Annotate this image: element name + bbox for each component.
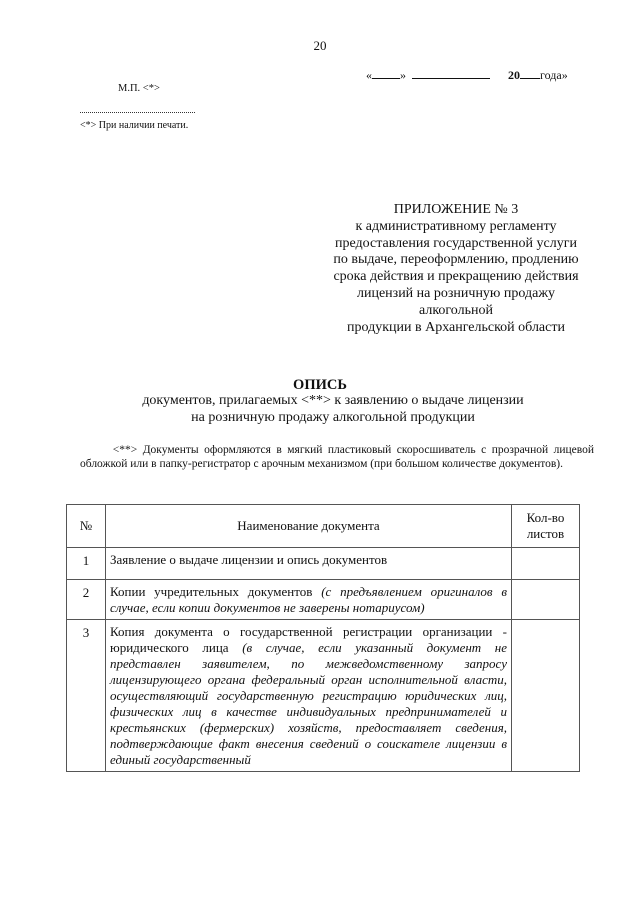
row-text: Заявление о выдаче лицензии и опись документов — [110, 552, 388, 567]
row-name — [106, 580, 512, 620]
opis-subtitle-line: документов, прилагаемых <**> к заявлению о выдаче лицензии — [142, 393, 524, 408]
header-qty-line: Кол-во — [526, 510, 565, 525]
table-header-row — [67, 505, 580, 548]
header-name: Наименование документа — [106, 505, 512, 548]
date-close-quote: » — [400, 68, 406, 82]
table-row — [67, 620, 580, 772]
row-note: (в случае, если указанный документ не представлен заявителем, по межведомственному запросу лицензирующего органа федеральный орган исполнительной власти, осуществляющий государственную регистрацию юридических лиц, физических лиц в качестве индивидуальных предпринимателей и крестьянских (фермерских) хозяйств, предоставляет сведения, подтверждающие факт внесения сведений о соискателе лицензии в единый государственный — [110, 640, 507, 767]
row-qty — [512, 580, 580, 620]
header-num: № — [67, 505, 106, 548]
header-qty-line: листов — [526, 526, 565, 541]
date-open-quote: « — [366, 68, 372, 82]
row-num: 2 — [67, 580, 106, 620]
appendix-line: по выдаче, переоформлению, продлению — [333, 252, 579, 268]
table-row — [67, 548, 580, 580]
footnote-divider — [80, 112, 195, 113]
table-row — [67, 580, 580, 620]
appendix-line: лицензий на розничную продажу — [356, 285, 555, 301]
appendix-line: предоставления государственной услуги — [335, 235, 577, 251]
opis-subtitle-line: на розничную продажу алкогольной продукции — [191, 410, 475, 425]
appendix-line: срока действия и прекращению действия — [333, 269, 579, 285]
opis-title: ОПИСЬ — [293, 377, 347, 393]
date-line — [366, 67, 568, 83]
appendix-line: ПРИЛОЖЕНИЕ № 3 — [393, 202, 519, 217]
appendix-block — [318, 202, 594, 336]
header-qty — [512, 505, 580, 548]
appendix-line: к административному регламенту — [355, 218, 557, 234]
row-note: (с предъявлением оригиналов в случае, если копии документов не заверены нотариусом) — [110, 584, 507, 615]
row-name — [106, 548, 512, 580]
day-blank — [372, 67, 400, 79]
year-prefix: 20 — [508, 68, 520, 82]
opis-subtitle — [118, 392, 548, 426]
stamp-label: М.П. <*> — [118, 83, 160, 94]
appendix-line: алкогольной — [419, 302, 493, 318]
year-blank — [520, 67, 540, 79]
row-num: 3 — [67, 620, 106, 772]
row-text: Копия документа о государственной регистрации организации - юридического лица — [110, 624, 507, 655]
row-name — [106, 620, 512, 772]
row-text: Копии учредительных документов — [110, 584, 322, 599]
stamp-footnote: <*> При наличии печати. — [80, 120, 189, 131]
appendix-line: продукции в Архангельской области — [347, 319, 565, 335]
format-note — [80, 443, 594, 471]
row-qty — [512, 548, 580, 580]
documents-table — [66, 504, 580, 772]
row-num: 1 — [67, 548, 106, 580]
format-note-text: <**> Документы оформляются в мягкий пластиковый скоросшиватель с прозрачной лицевой обложкой или в папку-регистратор с арочным механизмом (при большом количестве документов). — [80, 444, 594, 470]
month-blank — [412, 67, 490, 79]
page-number: 20 — [313, 38, 327, 53]
year-suffix: года» — [540, 68, 568, 82]
row-qty — [512, 620, 580, 772]
